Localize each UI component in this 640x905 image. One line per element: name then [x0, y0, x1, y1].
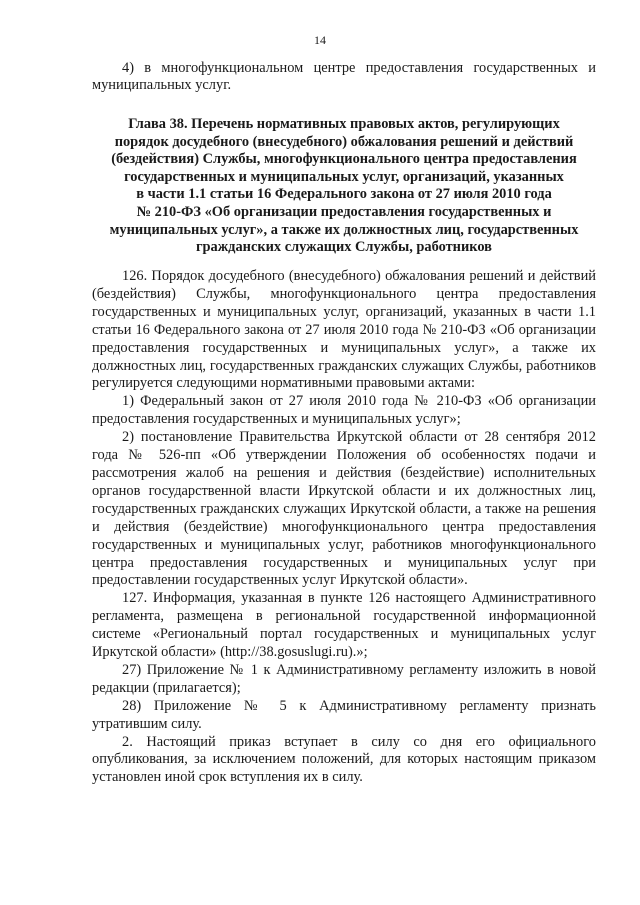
paragraph-effective-date: 2. Настоящий приказ вступает в силу со дня его официального опубликования, за исключением положений, для которых настоящим приказом установлен иной срок вступления их в силу.: [92, 733, 596, 786]
heading-line: № 210-ФЗ «Об организации предоставления государственных и: [136, 203, 552, 220]
main-text: [92, 268, 596, 787]
chapter-heading: [92, 116, 596, 257]
paragraph-126-item-1: 1) Федеральный закон от 27 июля 2010 года № 210-ФЗ «Об организации предоставления государственных и муниципальных услуг»;: [92, 393, 596, 428]
lead-section: [92, 60, 596, 122]
heading-line: порядок досудебного (внесудебного) обжалования решений и действий: [114, 133, 574, 150]
page-number: 14: [314, 33, 326, 47]
heading-line: (бездействия) Службы, многофункционального центра предоставления: [111, 151, 577, 168]
paragraph-126: 126. Порядок досудебного (внесудебного) обжалования решений и действий (бездействия) Службы, многофункционального центра предоставления государственных и муниципальных услуг, организаций, указанных в части 1.1 статьи 16 Федерального закона от 27 июля 2010 года № 210-ФЗ «Об организации предоставления государственных и муниципальных услуг», а также их должностных лиц, государственных гражданских служащих Службы, работников регулируется следующими нормативными правовыми актами:: [92, 268, 596, 392]
paragraph-item-27: 27) Приложение № 1 к Административному регламенту изложить в новой редакции (прилагается);: [92, 661, 596, 696]
heading-line: в части 1.1 статьи 16 Федерального закона от 27 июля 2010 года: [136, 186, 552, 203]
heading-line: гражданских служащих Службы, работников: [196, 239, 492, 256]
heading-line: муниципальных услуг», а также их должностных лиц, государственных: [109, 221, 579, 238]
heading-line: Глава 38. Перечень нормативных правовых актов, регулирующих: [128, 116, 560, 132]
paragraph-126-item-2: 2) постановление Правительства Иркутской области от 28 сентября 2012 года № 526-пп «Об утверждении Положения об особенностях подачи и рассмотрения жалоб на решения и действия (бездействие) исполнительных органов государственной власти Иркутской области и их должностных лиц, государственных гражданских служащих Иркутской области, а также на решения и действия (бездействие) многофункционального центра предоставления государственных и муниципальных услуг, работников многофункционального центра предоставления государственных и муниципальных услуг при предоставлении государственных услуг Иркутской области».: [92, 429, 596, 589]
lead-item-4: 4) в многофункциональном центре предоставления государственных и муниципальных услуг.: [92, 60, 596, 94]
paragraph-127: 127. Информация, указанная в пункте 126 настоящего Административного регламента, размещена в региональной государственной информационной системе «Региональный портал государственных и муниципальных услуг Иркутской области» (http://38.gosuslugi.ru).»;: [92, 590, 596, 661]
paragraph-item-28: 28) Приложение № 5 к Административному регламенту признать утратившим силу.: [92, 697, 596, 732]
heading-line: государственных и муниципальных услуг, организаций, указанных: [124, 168, 564, 185]
